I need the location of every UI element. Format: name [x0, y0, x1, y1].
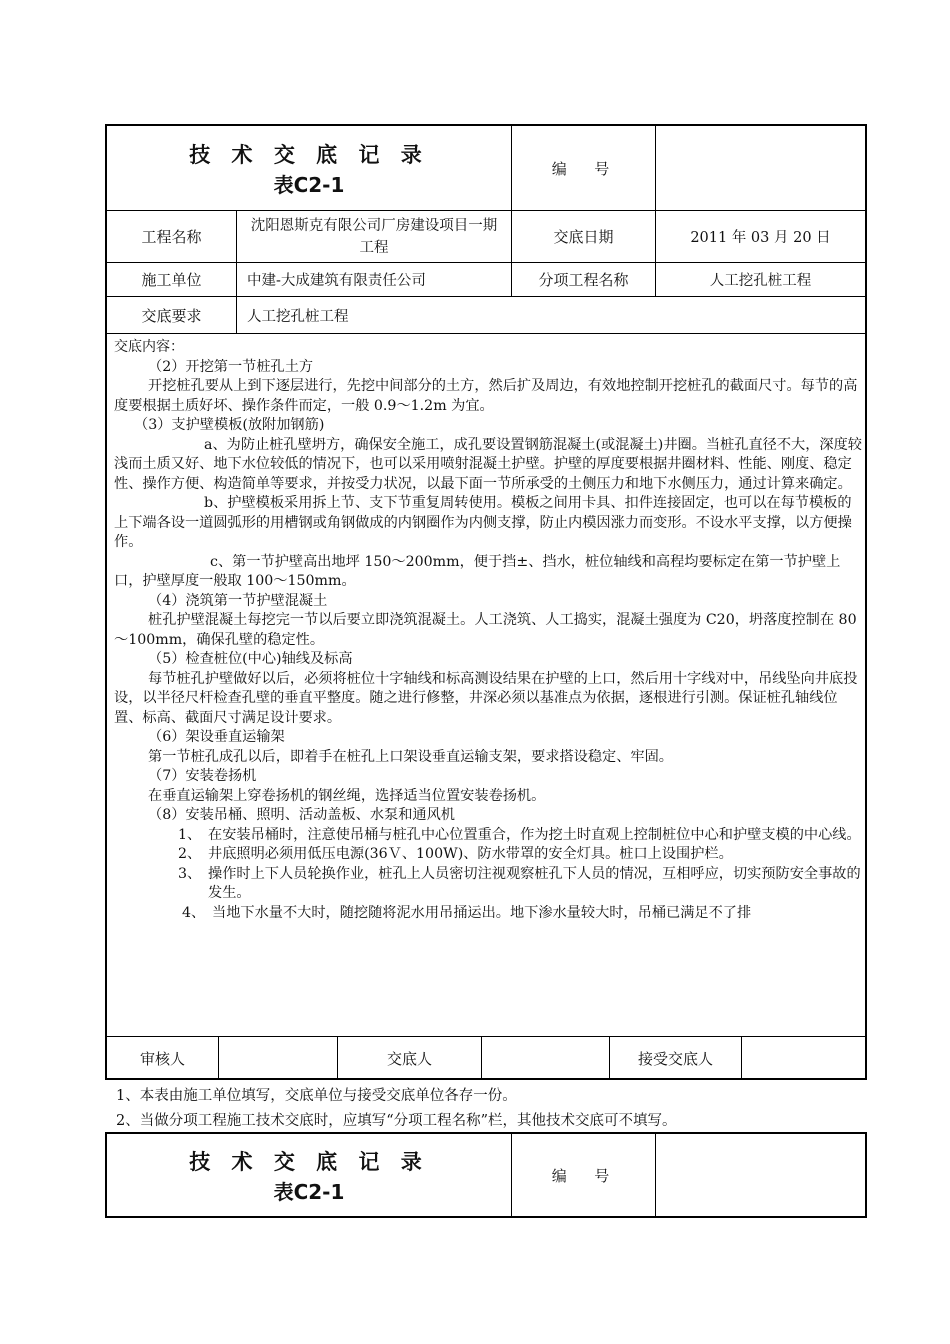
form-2-number-label: 编 号 — [551, 1166, 616, 1185]
footnote-1: 1、本表由施工单位填写，交底单位与接受交底单位各存一份。 — [116, 1088, 517, 1104]
disclosure-content — [114, 338, 862, 923]
section-5-title: （5）检查桩位(中心)轴线及标高 — [148, 651, 353, 667]
number-label: 编 号 — [551, 159, 616, 178]
section-6-text: 第一节桩孔成孔以后，即着手在桩孔上口架设垂直运输支架，要求搭设稳定、牢固。 — [148, 748, 673, 765]
form-2-subtitle: 表C2-1 — [273, 1179, 345, 1204]
discloser-label: 交底人 — [386, 1049, 432, 1068]
section-6-title: （6）架设垂直运输架 — [148, 729, 285, 745]
form-2-title: 技 术 交 底 记 录 — [189, 1149, 429, 1174]
form-2-number-value[interactable] — [656, 1134, 865, 1216]
subitem-label: 分项工程名称 — [538, 271, 629, 289]
section-2-title: （2）开挖第一节桩孔土方 — [148, 358, 314, 375]
list-item: 3、 操作时上下人员轮换作业，桩孔上人员密切注视观察桩孔下人员的情况，互相呼应，切实预防安全事故的发生。 — [178, 865, 861, 901]
form-title: 技 术 交 底 记 录 — [189, 142, 429, 167]
receiver-label: 接受交底人 — [637, 1049, 713, 1068]
receiver-field[interactable] — [742, 1037, 865, 1079]
section-7-title: （7）安装卷扬机 — [148, 768, 257, 784]
section-2-text: 开挖桩孔要从上到下逐层进行，先挖中间部分的土方，然后扩及周边，有效地控制开挖桩孔的截面尺寸。每节的高度要根据土质好坏、操作条件而定，一般 0.9～1.2m 为宜。 — [114, 378, 858, 414]
section-4-title: （4）浇筑第一节护壁混凝土 — [148, 592, 328, 609]
list-item: 2、 井底照明必须用低压电源(36Ｖ、100W)、防水带罩的安全灯具。桩口上设围护栏。 — [178, 846, 733, 862]
reviewer-field[interactable] — [219, 1037, 337, 1079]
form-2-title-block — [107, 1134, 511, 1216]
requirement-value[interactable]: 人工挖孔桩工程 — [247, 308, 349, 325]
section-4-text: 桩孔护壁混凝土每挖完一节以后要立即浇筑混凝土。人工浇筑、人工捣实，混凝土强度为 C20，坍落度控制在 80～100mm，确保孔壁的稳定性。 — [114, 612, 857, 648]
footnote-2: 2、当做分项工程施工技术交底时，应填写“分项工程名称”栏，其他技术交底可不填写。 — [116, 1113, 677, 1129]
project-value[interactable]: 沈阳恩斯克有限公司厂房建设项目一期工程 — [250, 217, 498, 256]
form-subtitle: 表C2-1 — [273, 172, 345, 197]
discloser-field[interactable] — [482, 1037, 609, 1079]
section-3-a: a、为防止桩孔壁坍方，确保安全施工，成孔要设置钢筋混凝土(或混凝土)井圈。当桩孔直径不大，深度较浅而土质又好、地下水位较低的情况下，也可以采用喷射混凝土护壁。护壁的厚度要根据井圈材料、性能、刚度、稳定性、操作方便、构造简单等要求，并按受力状况，以最下面一节所承受的土侧压力和地下水侧压力，通过计算来确定。 — [114, 436, 862, 492]
date-label: 交底日期 — [553, 228, 614, 246]
section-3-title: （3）支护壁模板(放附加钢筋) — [134, 417, 325, 433]
content-heading: 交底内容： — [114, 339, 184, 355]
section-5-text: 每节桩孔护壁做好以后，必须将桩位十字轴线和标高测设结果在护壁的上口，然后用十字线对中，吊线坠向井底投设，以半径尺杆检查孔壁的垂直平整度。随之进行修整，井深必须以基准点为依据，逐根进行引测。保证桩孔轴线位置、标高、截面尺寸满足设计要求。 — [114, 670, 858, 726]
unit-value[interactable]: 中建-大成建筑有限责任公司 — [247, 273, 426, 289]
requirement-label: 交底要求 — [141, 306, 202, 325]
reviewer-label: 审核人 — [139, 1049, 185, 1068]
list-item: 1、 在安装吊桶时，注意使吊桶与桩孔中心位置重合，作为挖土时直观上控制桩位中心和护壁支模的中心线。 — [178, 826, 861, 843]
number-value[interactable] — [656, 126, 865, 210]
form-title-block — [107, 126, 511, 210]
unit-label: 施工单位 — [141, 271, 202, 289]
date-value[interactable]: 2011 年 03 月 20 日 — [690, 230, 831, 246]
section-3-c: c、第一节护壁高出地坪 150～200mm，便于挡±、挡水，桩位轴线和高程均要标定在第一节护壁上口，护壁厚度一般取 100～150mm。 — [114, 553, 841, 589]
subitem-value[interactable]: 人工挖孔桩工程 — [709, 273, 812, 289]
section-3-b: b、护壁模板采用拆上节、支下节重复周转使用。模板之间用卡具、扣件连接固定，也可以在每节模板的上下端各设一道圆弧形的用槽钢或角钢做成的内钢圈作为内侧支撑，防止内模因涨力而变形。不设水平支撑，以方便操作。 — [114, 495, 852, 550]
section-8-title: （8）安装吊桶、照明、活动盖板、水泵和通风机 — [148, 807, 455, 823]
list-item: 4、 当地下水量不大时，随挖随将泥水用吊捅运出。地下渗水量较大时，吊桶已满足不了排 — [182, 904, 752, 921]
section-7-text: 在垂直运输架上穿卷扬机的钢丝绳，选择适当位置安装卷扬机。 — [148, 787, 546, 804]
project-label: 工程名称 — [141, 228, 202, 246]
